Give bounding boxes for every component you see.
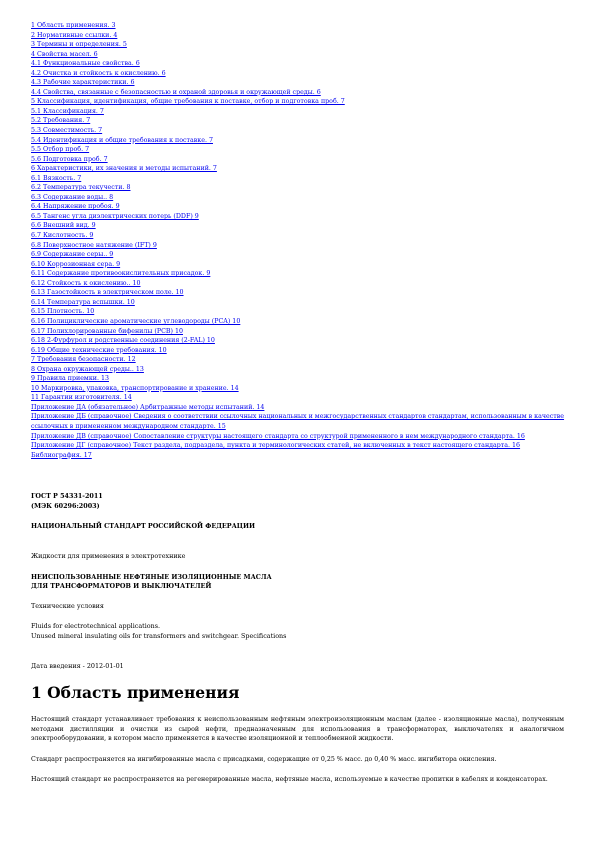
- toc-link[interactable]: Приложение ДБ (справочное) Сведения о соответствии ссылочных национальных и межгосударственных стандартов стандартам, использованным в качестве ссылочных в примененном международном стандарте. 15: [31, 413, 565, 430]
- english-title-line2: Unused mineral insulating oils for transformers and switchgear. Specifications: [31, 632, 287, 640]
- toc-entry: [31, 193, 571, 203]
- toc-link[interactable]: 4.2 Очистка и стойкость к окислению. 6: [31, 69, 166, 77]
- toc-entry: [31, 441, 571, 451]
- toc-link[interactable]: 5.1 Классификация. 7: [31, 107, 104, 115]
- toc-link[interactable]: 3 Термины и определения. 5: [31, 41, 127, 49]
- toc-link[interactable]: 7 Требования безопасности. 12: [31, 356, 136, 364]
- toc-entry: [31, 412, 571, 431]
- toc-link[interactable]: 6.2 Температура текучести. 8: [31, 184, 131, 192]
- toc-entry: [31, 107, 571, 117]
- standard-title-line2: ДЛЯ ТРАНСФОРМАТОРОВ И ВЫКЛЮЧАТЕЛЕЙ: [31, 582, 212, 590]
- toc-link[interactable]: 1 Область применения. 3: [31, 22, 116, 29]
- toc-entry: [31, 317, 571, 327]
- toc-link[interactable]: 6.8 Поверхностное натяжение (IFT) 9: [31, 241, 157, 249]
- toc-entry: [31, 355, 571, 365]
- toc-link[interactable]: Библиография. 17: [31, 451, 92, 459]
- toc-link[interactable]: 4.4 Свойства, связанные с безопасностью и охраной здоровья и окружающей среды. 6: [31, 88, 321, 96]
- table-of-contents: [31, 21, 571, 460]
- standard-subtitle: Технические условия: [31, 602, 104, 610]
- toc-entry: [31, 298, 571, 308]
- toc-entry: [31, 231, 571, 241]
- toc-link[interactable]: 4 Свойства масел. 6: [31, 50, 98, 58]
- toc-entry: [31, 21, 571, 31]
- toc-link[interactable]: 6.14 Температура вспышки. 10: [31, 298, 135, 306]
- standard-code: ГОСТ Р 54331-2011: [31, 492, 103, 500]
- toc-entry: [31, 451, 571, 461]
- toc-link[interactable]: 5.4 Идентификация и общие требования к поставке. 7: [31, 136, 213, 144]
- toc-link[interactable]: 5.2 Требования. 7: [31, 117, 91, 125]
- toc-link[interactable]: 9 Правила приемки. 13: [31, 375, 109, 383]
- section-heading: 1 Область применения: [31, 683, 240, 702]
- toc-entry: [31, 250, 571, 260]
- toc-link[interactable]: 5.5 Отбор проб. 7: [31, 146, 90, 154]
- toc-entry: [31, 260, 571, 270]
- toc-entry: [31, 221, 571, 231]
- toc-link[interactable]: 6.5 Тангенс угла диэлектрических потерь (DDF) 9: [31, 212, 199, 220]
- scope-paragraph-1: Настоящий стандарт устанавливает требования к неиспользованным нефтяным электроизоляционным маслам (далее - изоляционные масла), полученным методами дистилляции и очистки из сырой нефти, предназначенным для использования в трансформаторах, выключателях и аналогичном электрооборудовании, в котором масло применяется в качестве изоляционной и теплообменной жидкости.: [31, 716, 564, 743]
- toc-entry: [31, 202, 571, 212]
- toc-link[interactable]: 6.18 2-Фурфурол и родственные соединения (2-FAL) 10: [31, 337, 215, 345]
- toc-link[interactable]: 6.9 Содержание серы.. 9: [31, 251, 114, 259]
- introduction-date: Дата введения - 2012-01-01: [31, 662, 124, 670]
- toc-entry: [31, 40, 571, 50]
- toc-link[interactable]: 6.12 Стойкость к окислению.. 10: [31, 279, 141, 287]
- standard-group: Жидкости для применения в электротехнике: [31, 552, 186, 560]
- toc-entry: [31, 346, 571, 356]
- toc-link[interactable]: 6.6 Внешний вид. 9: [31, 222, 96, 230]
- toc-link[interactable]: Приложение ДА (обязательное) Арбитражные методы испытаний. 14: [31, 403, 265, 411]
- toc-entry: [31, 307, 571, 317]
- scope-paragraph-2: Стандарт распространяется на ингибированные масла с присадками, содержащие от 0,25 % масс. до 0,40 % масс. ингибитора окисления.: [31, 756, 497, 763]
- scope-paragraph-3: Настоящий стандарт не распространяется на регенерированные масла, нефтяные масла, используемые в качестве пропитки в кабелях и конденсаторах.: [31, 776, 548, 783]
- toc-entry: [31, 97, 571, 107]
- toc-link[interactable]: Приложение ДГ (справочное) Текст раздела, подраздела, пункта и терминологических статей, не включенных в текст настоящего стандарта. 16: [31, 442, 521, 450]
- toc-link[interactable]: 6.4 Напряжение пробоя. 9: [31, 203, 120, 211]
- toc-link[interactable]: 10 Маркировка, упаковка, транспортирование и хранение. 14: [31, 384, 239, 392]
- toc-entry: [31, 212, 571, 222]
- standard-code-intl: (МЭК 60296:2003): [31, 502, 100, 510]
- toc-entry: [31, 164, 571, 174]
- toc-link[interactable]: 11 Гарантии изготовителя. 14: [31, 394, 132, 402]
- toc-link[interactable]: 6.16 Полициклические ароматические углеводороды (PCA) 10: [31, 317, 241, 325]
- standard-type: НАЦИОНАЛЬНЫЙ СТАНДАРТ РОССИЙСКОЙ ФЕДЕРАЦИИ: [31, 522, 256, 530]
- toc-entry: [31, 174, 571, 184]
- toc-link[interactable]: 6.7 Кислотность. 9: [31, 232, 94, 240]
- toc-entry: [31, 327, 571, 337]
- toc-link[interactable]: 4.3 Рабочие характеристики. 6: [31, 79, 135, 87]
- toc-link[interactable]: 6.13 Газостойкость в электрическом поле. 10: [31, 289, 184, 297]
- toc-entry: [31, 336, 571, 346]
- toc-entry: [31, 59, 571, 69]
- toc-entry: [31, 155, 571, 165]
- toc-entry: [31, 88, 571, 98]
- toc-entry: [31, 78, 571, 88]
- toc-link[interactable]: 6.19 Общие технические требования. 10: [31, 346, 167, 354]
- toc-link[interactable]: 5.3 Совместимость. 7: [31, 127, 103, 135]
- toc-entry: [31, 384, 571, 394]
- toc-entry: [31, 183, 571, 193]
- toc-link[interactable]: 6 Характеристики, их значения и методы испытаний. 7: [31, 165, 217, 173]
- toc-entry: [31, 31, 571, 41]
- toc-link[interactable]: 4.1 Функциональные свойства. 6: [31, 60, 140, 68]
- toc-entry: [31, 241, 571, 251]
- toc-entry: [31, 393, 571, 403]
- toc-entry: [31, 136, 571, 146]
- english-title-line1: Fluids for electrotechnical applications.: [31, 622, 161, 630]
- toc-link[interactable]: 6.1 Вязкость. 7: [31, 174, 82, 182]
- toc-entry: [31, 69, 571, 79]
- toc-entry: [31, 116, 571, 126]
- toc-link[interactable]: 2 Нормативные ссылки. 4: [31, 31, 118, 39]
- toc-link[interactable]: 6.17 Полихлорированные бифенилы (PCB) 10: [31, 327, 183, 335]
- toc-entry: [31, 279, 571, 289]
- toc-link[interactable]: 6.10 Коррозионная сера. 9: [31, 260, 121, 268]
- toc-link[interactable]: 5.6 Подготовка проб. 7: [31, 155, 108, 163]
- toc-entry: [31, 50, 571, 60]
- toc-link[interactable]: 6.3 Содержание воды.. 8: [31, 193, 114, 201]
- toc-entry: [31, 269, 571, 279]
- toc-entry: [31, 126, 571, 136]
- toc-link[interactable]: 6.11 Содержание противоокислительных присадок. 9: [31, 270, 211, 278]
- toc-link[interactable]: 5 Классификация, идентификация, общие требования к поставке, отбор и подготовка проб. 7: [31, 98, 345, 106]
- toc-link[interactable]: Приложение ДВ (справочное) Сопоставление структуры настоящего стандарта со структурой примененного в нем международного стандарта. 16: [31, 432, 525, 440]
- standard-title-line1: НЕИСПОЛЬЗОВАННЫЕ НЕФТЯНЫЕ ИЗОЛЯЦИОННЫЕ МАСЛА: [31, 573, 272, 581]
- toc-entry: [31, 374, 571, 384]
- toc-entry: [31, 145, 571, 155]
- toc-entry: [31, 432, 571, 442]
- toc-entry: [31, 288, 571, 298]
- toc-link[interactable]: 6.15 Плотность. 10: [31, 308, 95, 316]
- toc-link[interactable]: 8 Охрана окружающей среды.. 13: [31, 365, 144, 373]
- toc-entry: [31, 403, 571, 413]
- toc-entry: [31, 365, 571, 375]
